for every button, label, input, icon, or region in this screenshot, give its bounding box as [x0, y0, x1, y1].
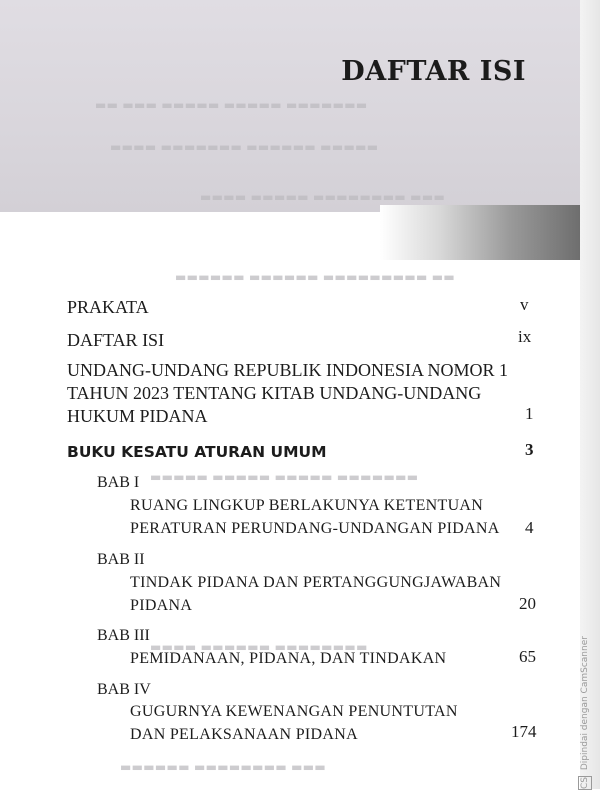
chapter-label: BAB I [97, 474, 140, 491]
show-through-text: ▬▬▬▬ ▬▬▬▬▬ ▬▬▬▬▬▬▬▬ ▬▬▬ [200, 190, 446, 204]
page-title: DAFTAR ISI [341, 56, 526, 87]
watermark-text: Dipindai dengan CamScanner [580, 636, 590, 771]
chapter-title-line: PERATURAN PERUNDANG-UNDANGAN PIDANA [130, 520, 500, 537]
show-through-text: ▬▬▬▬▬▬ ▬▬▬▬▬▬ ▬▬▬▬▬▬▬▬▬ ▬▬ [175, 270, 456, 284]
chapter-label: BAB II [97, 551, 145, 568]
toc-entry-prakata: PRAKATA [67, 297, 149, 317]
chapter-page: 65 [519, 647, 536, 666]
chapter-title-line: PEMIDANAAN, PIDANA, DAN TINDAKAN [130, 650, 447, 667]
chapter-page: 4 [525, 518, 534, 537]
chapter-page: 174 [511, 722, 537, 741]
toc-page-daftar-isi: ix [518, 327, 532, 346]
toc-entry-uu-line-3: HUKUM PIDANA [67, 406, 208, 426]
chapter-label: BAB IV [97, 681, 151, 698]
header-banner-tab [380, 205, 580, 260]
show-through-text: ▬▬▬▬▬ ▬▬▬▬▬ ▬▬▬▬▬ ▬▬▬▬▬▬▬ [150, 470, 419, 484]
toc-page-buku-kesatu: 3 [525, 440, 534, 459]
chapter-title-line: DAN PELAKSANAAN PIDANA [130, 726, 358, 743]
chapter-title-line: GUGURNYA KEWENANGAN PENUNTUTAN [130, 703, 458, 720]
toc-entry-uu-line-2: TAHUN 2023 TENTANG KITAB UNDANG-UNDANG [67, 383, 482, 403]
toc-page-uu: 1 [525, 404, 534, 423]
show-through-text: ▬▬▬▬▬▬ ▬▬▬▬▬▬▬▬ ▬▬▬ [120, 760, 327, 774]
show-through-text: ▬▬▬▬ ▬▬▬▬▬▬▬ ▬▬▬▬▬▬ ▬▬▬▬▬ [110, 140, 379, 154]
chapter-title-line: PIDANA [130, 597, 193, 614]
show-through-text: ▬▬▬▬ ▬▬▬▬▬▬ ▬▬▬▬▬▬▬▬ [150, 640, 368, 654]
camscanner-watermark [578, 636, 598, 790]
toc-page-prakata: v [520, 295, 529, 314]
camscanner-logo-icon: CS [580, 777, 590, 789]
toc-entry-uu-line-1: UNDANG-UNDANG REPUBLIK INDONESIA NOMOR 1 [67, 360, 508, 380]
chapter-page: 20 [519, 594, 536, 613]
show-through-text: ▬▬ ▬▬▬ ▬▬▬▬▬ ▬▬▬▬▬ ▬▬▬▬▬▬▬ [95, 98, 368, 112]
chapter-title-line: RUANG LINGKUP BERLAKUNYA KETENTUAN [130, 497, 484, 514]
toc-entry-buku-kesatu: BUKU KESATU ATURAN UMUM [67, 443, 327, 461]
chapter-title-line: TINDAK PIDANA DAN PERTANGGUNGJAWABAN [130, 574, 502, 591]
chapter-label: BAB III [97, 627, 150, 644]
toc-entry-daftar-isi: DAFTAR ISI [67, 330, 165, 350]
